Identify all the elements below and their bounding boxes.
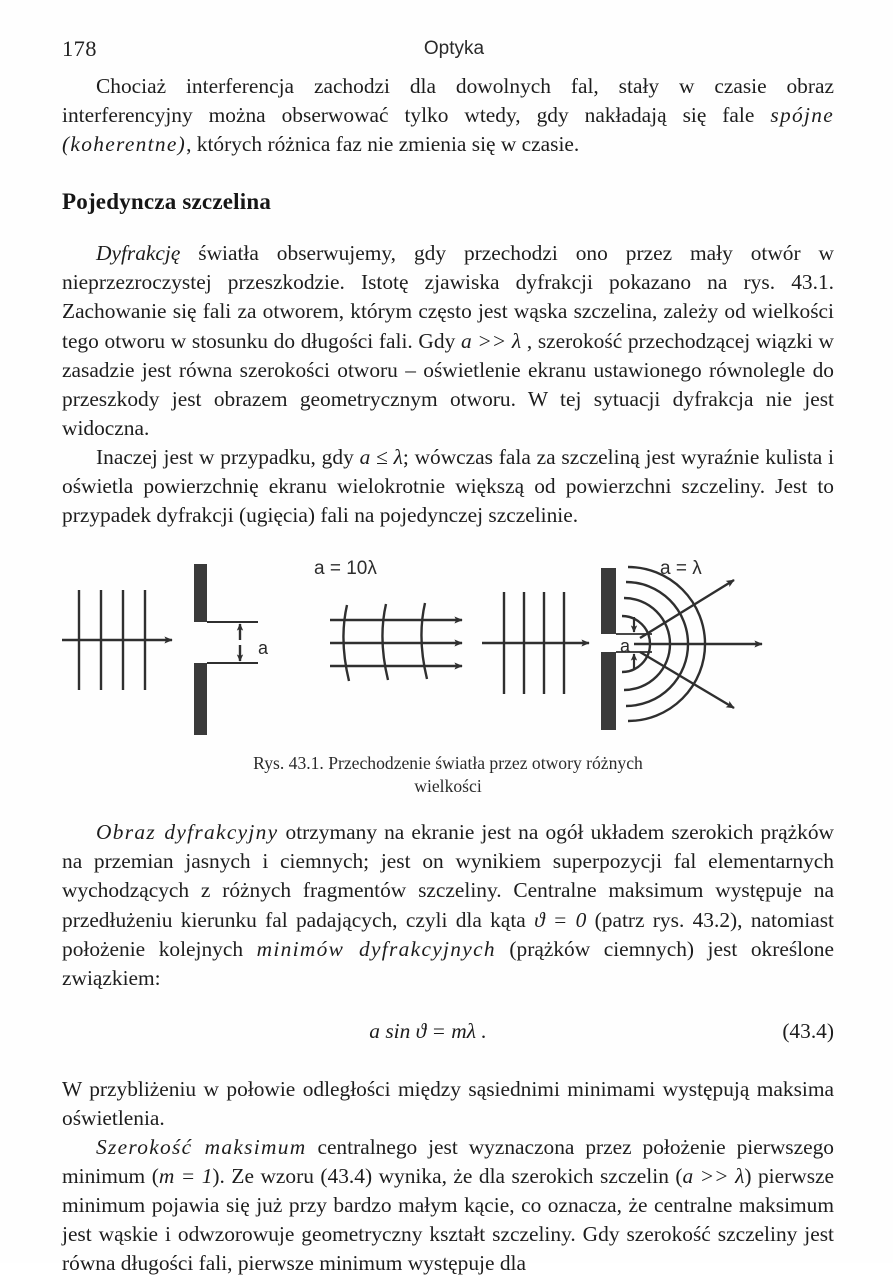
figure-right-label: a = λ	[660, 558, 702, 580]
page-content	[62, 36, 834, 1278]
left-barrier-lower	[194, 663, 207, 735]
obraz-italic-minimow: minimów dyfrakcyjnych	[256, 936, 496, 961]
dyfrakcja-part2: , szerokość przechodzącej wiązki w zasadzie jest równa szerokości otworu – oświetlenie ekranu ustawionego równolegle do przeszkody jest obrazem geometrycznym otworu. W tej sytuacji dyfrakcja nie jest widoczna.	[62, 328, 834, 440]
running-title: Optyka	[423, 38, 485, 59]
figure-43-1	[62, 560, 834, 798]
diffraction-diagram-svg	[62, 560, 834, 740]
dyfrakcja-math-a-gg-lambda: a >> λ	[460, 328, 522, 353]
paragraph-obraz-wrap	[62, 818, 834, 993]
figure-right-gap-label: a	[620, 636, 631, 657]
szerokosc-part3: ) pierwsze minimum pojawia się już przy bardzo małym kącie, co oznacza, że centralne maksimum jest wąskie i odwzorowuje geometryczny kształt szczeliny. Gdy szerokość szczeliny jest równa długości fali, pierwsze minimum występuje dla	[62, 1164, 835, 1276]
equation-row-43-4	[62, 1019, 834, 1053]
intro-text-part1: Chociaż interferencja zachodzi dla dowolnych fal, stały w czasie obraz interferencyjny można obserwować tylko wtedy, gdy nakładają się fale	[62, 74, 834, 128]
right-radiating-arrows	[634, 580, 762, 708]
obraz-part1: otrzymany na ekranie jest na ogół układem szerokich prążków na przemian jasnych i ciemnych; jest on wynikiem superpozycji fal elementarnych wychodzących z różnych fragmentów szczeliny. Centralne maksimum występuje na przedłużeniu kierunku fal padających, czyli dla kąta	[62, 820, 835, 932]
szerokosc-italic-lead: Szerokość maksimum	[96, 1134, 307, 1159]
paragraph-przyblizenie: W przybliżeniu w połowie odległości między sąsiednimi minimami występują maksima oświetlenia.	[62, 1076, 834, 1130]
intro-italic-spojne: spójne (koherentne)	[62, 103, 834, 157]
obraz-italic-lead: Obraz dyfrakcyjny	[96, 820, 279, 845]
szerokosc-math-a-gg-lambda: a >> λ	[682, 1164, 745, 1189]
szerokosc-math-m-equals-1: m = 1	[158, 1164, 213, 1189]
right-barrier-lower	[601, 652, 616, 730]
figure-caption	[62, 752, 834, 798]
equation-43-4: a sin ϑ = mλ .	[369, 1018, 487, 1043]
intro-text-part2: , których różnica faz nie zmienia się w czasie.	[186, 132, 580, 157]
paragraph-dyfrakcja	[62, 239, 834, 443]
paragraph-obraz	[62, 818, 834, 993]
inaczej-part2: ; wówczas fala za szczeliną jest wyraźnie kulista i oświetla powierzchnię ekranu wielokrotnie większą od powierzchni szczeliny. Jest to przypadek dyfrakcji (ugięcia) fali na pojedynczej szczelinie.	[62, 444, 834, 528]
obraz-part2: (patrz rys. 43.2), natomiast położenie kolejnych	[62, 907, 834, 961]
figure-left-gap-label: a	[258, 638, 269, 659]
obraz-math-theta-zero: ϑ = 0	[534, 907, 587, 932]
paragraph-szerokosc	[62, 1133, 834, 1278]
paragraph-inaczej	[62, 443, 834, 530]
figure-caption-line2: wielkości	[414, 776, 482, 797]
dyfrakcja-part1: światła obserwujemy, gdy przechodzi ono przez mały otwór w nieprzezroczystej przeszkodzie. Istotę zjawiska dyfrakcji pokazano na rys. 43.1. Zachowanie się fali za otworem, którym często jest wąska szczelina, zależy od wielkości tego otworu w stosunku do długości fali. Gdy	[62, 241, 834, 353]
running-head	[62, 36, 834, 72]
right-barrier-upper	[601, 568, 616, 634]
left-transmitted-arrows	[330, 620, 462, 666]
figure-43-1-artwork	[62, 560, 834, 740]
inaczej-math-a-le-lambda: a ≤ λ	[359, 444, 403, 469]
left-barrier-upper	[194, 564, 207, 622]
szerokosc-part1: centralnego jest wyznaczona przez położenie pierwszego minimum (	[62, 1134, 834, 1189]
dyfrakcja-italic-lead: Dyfrakcję	[96, 241, 181, 266]
szerokosc-part2: ). Ze wzoru (43.4) wynika, że dla szerokich szczelin (	[212, 1164, 683, 1189]
figure-caption-line1: Rys. 43.1. Przechodzenie światła przez otwory różnych	[253, 753, 643, 774]
inaczej-part1: Inaczej jest w przypadku, gdy	[96, 444, 360, 469]
section-heading: Pojedyncza szczelina	[62, 189, 272, 215]
section-heading-wrap	[62, 189, 834, 215]
figure-left-label: a = 10λ	[314, 558, 377, 580]
paragraph-intro	[62, 72, 834, 159]
equation-number-43-4: (43.4)	[782, 1018, 834, 1043]
page-number: 178	[62, 36, 97, 61]
obraz-part3: (prążków ciemnych) jest określone związkiem:	[62, 936, 834, 990]
